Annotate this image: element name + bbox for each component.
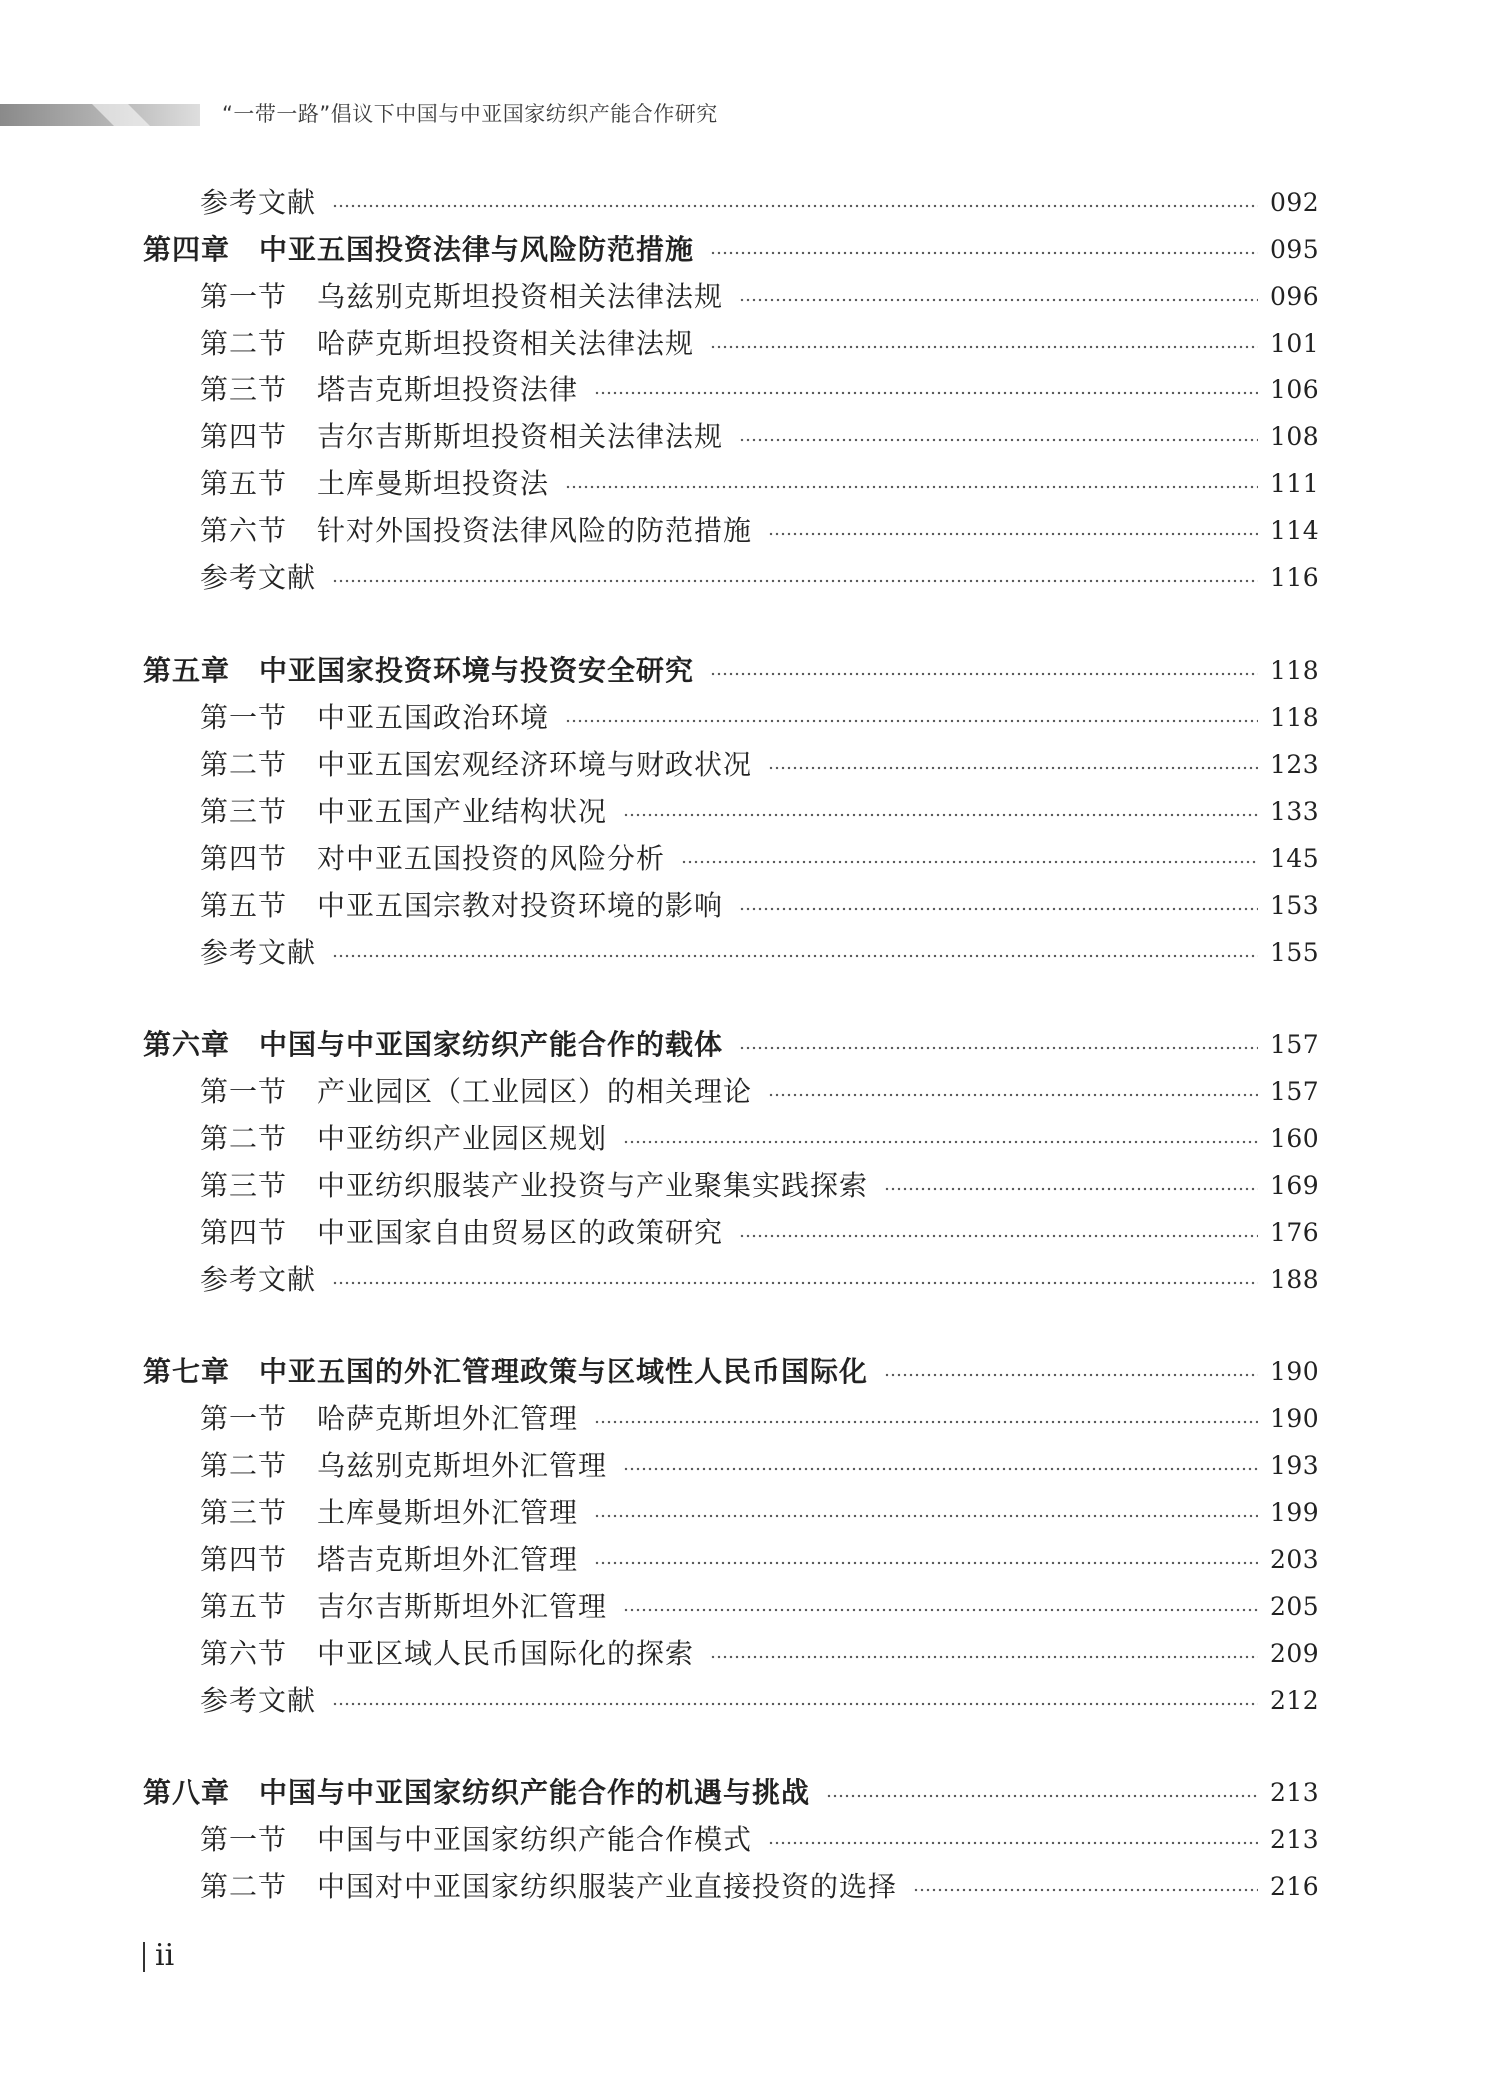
toc-section-entry[interactable] bbox=[200, 367, 1318, 413]
toc-page-number: 190 bbox=[1270, 1404, 1320, 1433]
toc-entry-label bbox=[200, 1116, 607, 1162]
toc-page-number: 092 bbox=[1270, 188, 1320, 217]
toc-page-number: 155 bbox=[1270, 938, 1320, 967]
dot-leader bbox=[594, 1561, 1258, 1565]
toc-entry-label bbox=[200, 836, 665, 882]
toc-entry-label bbox=[143, 1349, 868, 1395]
toc-entry-label bbox=[200, 1631, 694, 1677]
section-title: 参考文献 bbox=[200, 186, 317, 219]
section-title: 中亚五国宗教对投资环境的影响 bbox=[317, 889, 724, 922]
dot-leader bbox=[710, 672, 1258, 676]
dot-leader bbox=[332, 954, 1258, 958]
toc-entry-label bbox=[200, 180, 316, 226]
chapter-title: 中亚国家投资环境与投资安全研究 bbox=[259, 654, 695, 687]
dot-leader bbox=[739, 1234, 1258, 1238]
toc-page-number: 213 bbox=[1270, 1778, 1320, 1807]
section-title: 中国与中亚国家纺织产能合作模式 bbox=[317, 1823, 753, 1856]
toc-section-entry[interactable] bbox=[200, 414, 1318, 460]
toc-section-entry[interactable] bbox=[200, 274, 1318, 320]
section-number: 第一节 bbox=[200, 1075, 288, 1108]
toc-page-number: 199 bbox=[1270, 1498, 1320, 1527]
toc-entry-label bbox=[200, 1069, 752, 1115]
toc-section-entry[interactable] bbox=[200, 1443, 1318, 1489]
section-number: 第二节 bbox=[200, 1870, 288, 1903]
section-title: 针对外国投资法律风险的防范措施 bbox=[317, 514, 753, 547]
section-title: 参考文献 bbox=[200, 1263, 317, 1296]
section-number: 第四节 bbox=[200, 420, 288, 453]
dot-leader bbox=[739, 1046, 1258, 1050]
toc-page-number: 193 bbox=[1270, 1451, 1320, 1480]
toc-section-entry[interactable] bbox=[200, 1584, 1318, 1630]
section-number: 第一节 bbox=[200, 1402, 288, 1435]
toc-entry-label bbox=[200, 508, 752, 554]
toc-page-number: 153 bbox=[1270, 891, 1320, 920]
toc-section-entry[interactable] bbox=[200, 1396, 1318, 1442]
toc-entry-label bbox=[143, 227, 694, 273]
toc-entry-label bbox=[200, 1257, 316, 1303]
toc-section-entry[interactable] bbox=[200, 1069, 1318, 1115]
section-title: 塔吉克斯坦外汇管理 bbox=[317, 1543, 579, 1576]
dot-leader bbox=[623, 1608, 1258, 1612]
toc-chapter-entry[interactable] bbox=[143, 227, 1318, 273]
toc-entry-label bbox=[200, 1490, 578, 1536]
toc-entry-label bbox=[200, 1584, 607, 1630]
toc-entry-label bbox=[200, 1864, 897, 1910]
toc-entry-label bbox=[200, 789, 607, 835]
section-title: 土库曼斯坦投资法 bbox=[317, 467, 550, 500]
toc-section-entry[interactable] bbox=[200, 461, 1318, 507]
chapter-number: 第四章 bbox=[143, 233, 231, 266]
chapter-title: 中国与中亚国家纺织产能合作的载体 bbox=[259, 1028, 724, 1061]
toc-section-entry[interactable] bbox=[200, 1257, 1318, 1303]
section-number: 第四节 bbox=[200, 1543, 288, 1576]
toc-page-number: 145 bbox=[1270, 844, 1320, 873]
toc-page-number: 114 bbox=[1270, 516, 1320, 545]
dot-leader bbox=[768, 1841, 1258, 1845]
toc-page-number: 216 bbox=[1270, 1872, 1320, 1901]
section-number: 第六节 bbox=[200, 514, 288, 547]
section-title: 中国对中亚国家纺织服装产业直接投资的选择 bbox=[317, 1870, 898, 1903]
chapter-number: 第五章 bbox=[143, 654, 231, 687]
section-number: 第二节 bbox=[200, 748, 288, 781]
section-number: 第一节 bbox=[200, 701, 288, 734]
toc-entry-label bbox=[143, 1022, 723, 1068]
dot-leader bbox=[623, 1467, 1258, 1471]
toc-page-number: 157 bbox=[1270, 1077, 1320, 1106]
toc-entry-label bbox=[200, 1817, 752, 1863]
toc-section-entry[interactable] bbox=[200, 508, 1318, 554]
toc-page-number: 212 bbox=[1270, 1686, 1320, 1715]
section-title: 参考文献 bbox=[200, 561, 317, 594]
dot-leader bbox=[884, 1373, 1258, 1377]
toc-page-number: 095 bbox=[1270, 235, 1320, 264]
toc-entry-label bbox=[200, 1537, 578, 1583]
toc-page-number: 096 bbox=[1270, 282, 1320, 311]
section-title: 中亚纺织服装产业投资与产业聚集实践探索 bbox=[317, 1169, 869, 1202]
section-number: 第三节 bbox=[200, 373, 288, 406]
toc-page-number: 123 bbox=[1270, 750, 1320, 779]
footer-divider bbox=[143, 1942, 145, 1972]
toc-section-entry[interactable] bbox=[200, 180, 1318, 226]
section-number: 第四节 bbox=[200, 842, 288, 875]
section-number: 第四节 bbox=[200, 1216, 288, 1249]
toc-page-number: 169 bbox=[1270, 1171, 1320, 1200]
toc-entry-label bbox=[143, 1770, 810, 1816]
toc-entry-label bbox=[200, 414, 723, 460]
toc-section-entry[interactable] bbox=[200, 742, 1318, 788]
dot-leader bbox=[594, 1420, 1258, 1424]
dot-leader bbox=[710, 345, 1258, 349]
toc-entry-label bbox=[200, 321, 694, 367]
dot-leader bbox=[565, 719, 1258, 723]
dot-leader bbox=[594, 391, 1258, 395]
header-decoration-bar bbox=[0, 100, 200, 130]
toc-section-entry[interactable] bbox=[200, 836, 1318, 882]
toc-page-number: 213 bbox=[1270, 1825, 1320, 1854]
toc-page-number: 118 bbox=[1270, 703, 1320, 732]
section-number: 第二节 bbox=[200, 1122, 288, 1155]
section-number: 第五节 bbox=[200, 1590, 288, 1623]
toc-page-number: 188 bbox=[1270, 1265, 1320, 1294]
chapter-title: 中国与中亚国家纺织产能合作的机遇与挑战 bbox=[259, 1776, 811, 1809]
toc-section-entry[interactable] bbox=[200, 1210, 1318, 1256]
section-number: 第三节 bbox=[200, 1496, 288, 1529]
section-number: 第三节 bbox=[200, 1169, 288, 1202]
section-number: 第六节 bbox=[200, 1637, 288, 1670]
section-title: 中亚五国产业结构状况 bbox=[317, 795, 608, 828]
toc-page-number: 108 bbox=[1270, 422, 1320, 451]
toc-page-number: 106 bbox=[1270, 375, 1320, 404]
toc-section-entry[interactable] bbox=[200, 1864, 1318, 1910]
section-title: 哈萨克斯坦投资相关法律法规 bbox=[317, 327, 695, 360]
section-title: 对中亚五国投资的风险分析 bbox=[317, 842, 666, 875]
dot-leader bbox=[739, 438, 1258, 442]
section-title: 乌兹别克斯坦外汇管理 bbox=[317, 1449, 608, 1482]
toc-page-number: 133 bbox=[1270, 797, 1320, 826]
toc-page-number: 101 bbox=[1270, 329, 1320, 358]
section-title: 参考文献 bbox=[200, 1684, 317, 1717]
toc-section-entry[interactable] bbox=[200, 695, 1318, 741]
toc-section-entry[interactable] bbox=[200, 883, 1318, 929]
dot-leader bbox=[332, 579, 1258, 583]
toc-page-number: 116 bbox=[1270, 563, 1320, 592]
dot-leader bbox=[739, 907, 1258, 911]
toc-chapter-entry[interactable] bbox=[143, 1022, 1318, 1068]
chapter-number: 第八章 bbox=[143, 1776, 231, 1809]
dot-leader bbox=[332, 1702, 1258, 1706]
section-title: 中亚五国宏观经济环境与财政状况 bbox=[317, 748, 753, 781]
dot-leader bbox=[594, 1514, 1258, 1518]
dot-leader bbox=[710, 1655, 1258, 1659]
section-title: 乌兹别克斯坦投资相关法律法规 bbox=[317, 280, 724, 313]
section-title: 产业园区（工业园区）的相关理论 bbox=[317, 1075, 753, 1108]
dot-leader bbox=[623, 813, 1258, 817]
toc-page-number: 118 bbox=[1270, 656, 1320, 685]
toc-section-entry[interactable] bbox=[200, 1490, 1318, 1536]
section-title: 中亚五国政治环境 bbox=[317, 701, 550, 734]
toc-entry-label bbox=[200, 695, 549, 741]
toc-section-entry[interactable] bbox=[200, 1678, 1318, 1724]
dot-leader bbox=[913, 1888, 1258, 1892]
section-number: 第五节 bbox=[200, 889, 288, 922]
dot-leader bbox=[565, 485, 1258, 489]
toc-page-number: 209 bbox=[1270, 1639, 1320, 1668]
chapter-number: 第七章 bbox=[143, 1355, 231, 1388]
toc-section-entry[interactable] bbox=[200, 1537, 1318, 1583]
dot-leader bbox=[332, 204, 1258, 208]
toc-entry-label bbox=[200, 461, 549, 507]
section-title: 中亚纺织产业园区规划 bbox=[317, 1122, 608, 1155]
section-title: 中亚区域人民币国际化的探索 bbox=[317, 1637, 695, 1670]
toc-section-entry[interactable] bbox=[200, 1817, 1318, 1863]
footer-page-number: ii bbox=[155, 1938, 175, 1973]
toc-page-number: 160 bbox=[1270, 1124, 1320, 1153]
toc-entry-label bbox=[200, 930, 316, 976]
section-title: 塔吉克斯坦投资法律 bbox=[317, 373, 579, 406]
toc-section-entry[interactable] bbox=[200, 1163, 1318, 1209]
toc-entry-label bbox=[200, 555, 316, 601]
toc-entry-label bbox=[200, 1443, 607, 1489]
toc-entry-label bbox=[200, 274, 723, 320]
toc-entry-label bbox=[200, 1210, 723, 1256]
section-title: 中亚国家自由贸易区的政策研究 bbox=[317, 1216, 724, 1249]
section-number: 第一节 bbox=[200, 1823, 288, 1856]
toc-section-entry[interactable] bbox=[200, 1631, 1318, 1677]
dot-leader bbox=[739, 298, 1258, 302]
dot-leader bbox=[681, 860, 1258, 864]
toc-section-entry[interactable] bbox=[200, 930, 1318, 976]
section-title: 参考文献 bbox=[200, 936, 317, 969]
section-number: 第一节 bbox=[200, 280, 288, 313]
toc-entry-label bbox=[200, 883, 723, 929]
section-number: 第五节 bbox=[200, 467, 288, 500]
toc-page-number: 203 bbox=[1270, 1545, 1320, 1574]
toc-page-number: 205 bbox=[1270, 1592, 1320, 1621]
dot-leader bbox=[768, 1093, 1258, 1097]
dot-leader bbox=[623, 1140, 1258, 1144]
toc-entry-label bbox=[200, 1678, 316, 1724]
toc-entry-label bbox=[200, 367, 578, 413]
section-title: 吉尔吉斯斯坦投资相关法律法规 bbox=[317, 420, 724, 453]
toc-page-number: 157 bbox=[1270, 1030, 1320, 1059]
dot-leader bbox=[884, 1187, 1258, 1191]
section-title: 吉尔吉斯斯坦外汇管理 bbox=[317, 1590, 608, 1623]
dot-leader bbox=[826, 1794, 1258, 1798]
dot-leader bbox=[710, 251, 1258, 255]
toc-entry-label bbox=[200, 1396, 578, 1442]
toc-section-entry[interactable] bbox=[200, 1116, 1318, 1162]
chapter-title: 中亚五国的外汇管理政策与区域性人民币国际化 bbox=[259, 1355, 869, 1388]
toc-entry-label bbox=[143, 648, 694, 694]
dot-leader bbox=[332, 1281, 1258, 1285]
section-title: 土库曼斯坦外汇管理 bbox=[317, 1496, 579, 1529]
toc-entry-label bbox=[200, 742, 752, 788]
section-number: 第二节 bbox=[200, 1449, 288, 1482]
section-title: 哈萨克斯坦外汇管理 bbox=[317, 1402, 579, 1435]
toc-page-number: 176 bbox=[1270, 1218, 1320, 1247]
section-number: 第二节 bbox=[200, 327, 288, 360]
section-number: 第三节 bbox=[200, 795, 288, 828]
dot-leader bbox=[768, 766, 1258, 770]
toc-section-entry[interactable] bbox=[200, 321, 1318, 367]
toc-section-entry[interactable] bbox=[200, 789, 1318, 835]
chapter-number: 第六章 bbox=[143, 1028, 231, 1061]
toc-chapter-entry[interactable] bbox=[143, 1770, 1318, 1816]
toc-chapter-entry[interactable] bbox=[143, 648, 1318, 694]
toc-page-number: 190 bbox=[1270, 1357, 1320, 1386]
running-header-title: “一带一路”倡议下中国与中亚国家纺织产能合作研究 bbox=[222, 102, 718, 126]
toc-page-number: 111 bbox=[1270, 469, 1320, 498]
toc-section-entry[interactable] bbox=[200, 555, 1318, 601]
dot-leader bbox=[768, 532, 1258, 536]
toc-chapter-entry[interactable] bbox=[143, 1349, 1318, 1395]
chapter-title: 中亚五国投资法律与风险防范措施 bbox=[259, 233, 695, 266]
toc-entry-label bbox=[200, 1163, 868, 1209]
